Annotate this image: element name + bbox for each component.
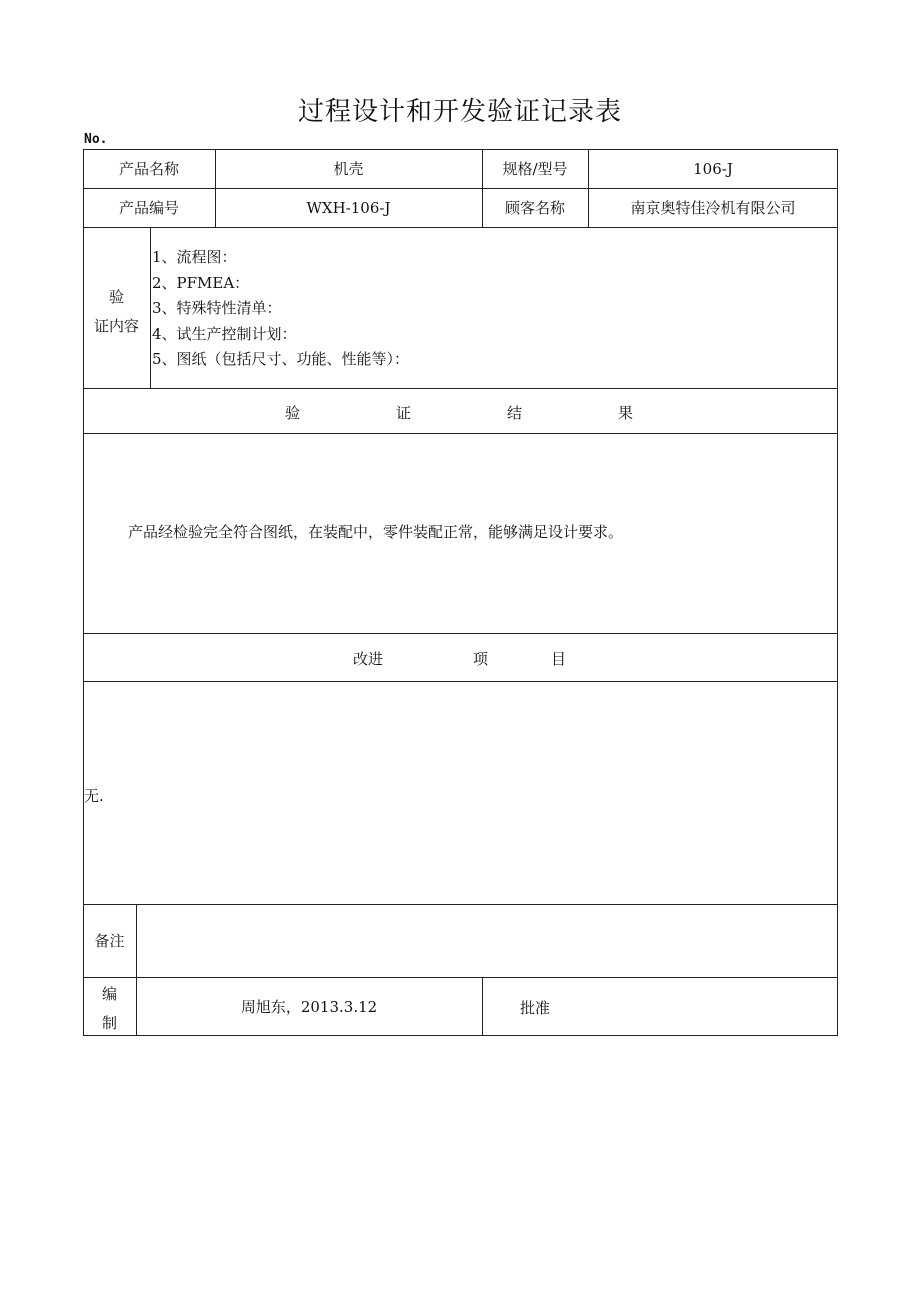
verify-content-label-line2: 证内容 [93,317,139,335]
remark-label: 备注 [94,932,125,950]
list-item: 3、特殊特性清单： [152,299,282,317]
verify-content-label-line1: 验 [108,288,124,306]
product-name-value: 机壳 [333,160,364,178]
list-item: 1、流程图： [152,248,237,266]
spec-model-label: 规格/型号 [502,160,568,178]
customer-name-value: 南京奥特佳冷机有限公司 [630,199,796,217]
improvement-text: 无. [84,787,104,805]
column-divider [482,977,483,1036]
page-title: 过程设计和开发验证记录表 [297,97,622,127]
verify-content-label [83,283,150,341]
row-divider [83,227,838,228]
result-header-char: 验 [285,404,301,422]
product-code-value: WXH-106-J [306,198,391,217]
list-item: 2、PFMEA： [152,273,250,292]
result-header-char: 证 [396,404,412,422]
column-divider [150,227,151,389]
improve-header-part: 项 [473,650,489,668]
customer-name-label: 顾客名称 [504,199,565,217]
approve-label: 批准 [520,999,551,1017]
remark-value [136,904,838,977]
list-item: 4、试生产控制计划： [152,324,297,343]
row-divider [83,433,838,434]
row-divider [83,681,838,682]
row-divider [83,633,838,634]
compile-label [83,980,136,1038]
record-number-label: No. [84,132,108,147]
spec-model-value: 106-J [693,159,733,178]
compile-value: 周旭东，2013.3.12 [240,998,378,1016]
compile-label-line2: 制 [101,1014,117,1032]
verify-content-list [152,245,409,373]
compile-label-line1: 编 [101,985,117,1003]
row-divider [83,388,838,389]
improve-header-part: 改进 [353,650,384,668]
product-name-label: 产品名称 [118,160,179,178]
result-header-char: 果 [618,404,634,422]
result-header-char: 结 [507,404,523,422]
list-item: 5、图纸（包括尺寸、功能、性能等）： [152,350,410,368]
verification-result-text: 产品经检验完全符合图纸，在装配中，零件装配正常，能够满足设计要求。 [128,523,624,541]
improve-header-part: 目 [551,650,567,668]
product-code-label: 产品编号 [118,199,179,217]
